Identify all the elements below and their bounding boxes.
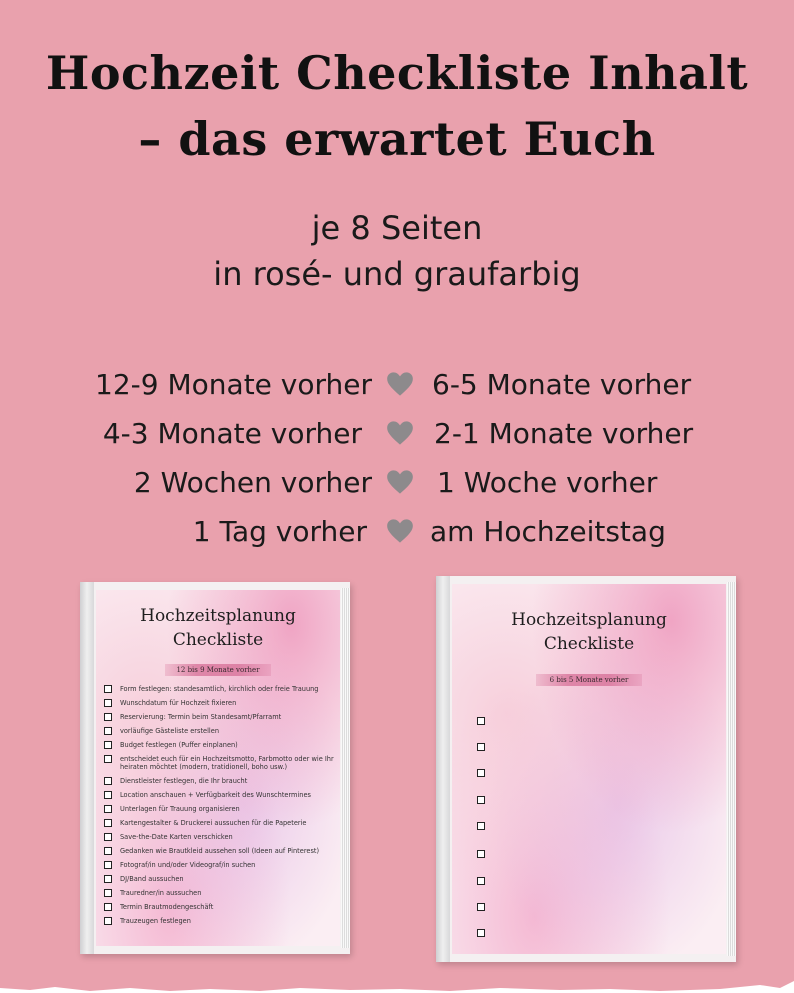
timeline-right: 2-1 Monate vorher: [434, 417, 694, 450]
item-label: Dienstleister festlegen, die Ihr braucht: [120, 777, 248, 785]
checklist-item: [104, 875, 336, 883]
checkbox-icon[interactable]: [477, 743, 485, 751]
item-label: Budget festlegen (Puffer einplanen): [120, 741, 238, 749]
checkbox-icon[interactable]: [104, 741, 112, 749]
checkbox-icon[interactable]: [104, 819, 112, 827]
book-spine: [80, 582, 94, 954]
checklist-item: [104, 889, 336, 897]
timeline-left: 4-3 Monate vorher: [102, 417, 362, 450]
book-page-edge: [341, 588, 350, 948]
book-title-line-1: Hochzeitsplanung: [511, 610, 667, 630]
checklist-book-right: [436, 576, 736, 962]
item-label: Form festlegen: standesamtlich, kirchlich oder freie Trauung: [120, 685, 319, 693]
timeline-left: 2 Wochen vorher: [133, 466, 372, 499]
heart-icon: [386, 469, 414, 495]
title-line-1: Hochzeit Checkliste Inhalt: [45, 46, 749, 100]
timeline-right: am Hochzeitstag: [430, 515, 666, 548]
checklist-page: [452, 584, 726, 954]
item-label: entscheidet euch für ein Hochzeitsmotto, Farbmotto oder wie Ihr heiraten möchtet (modern, tratidionell, boho usw.): [120, 755, 334, 771]
checklist-item: [104, 847, 336, 855]
timeline-list: [0, 360, 794, 556]
checkbox-icon[interactable]: [104, 875, 112, 883]
timeline-left: 1 Tag vorher: [192, 515, 367, 548]
checklist-items: [104, 685, 336, 931]
checkbox-icon[interactable]: [104, 833, 112, 841]
timeline-row: [0, 507, 794, 556]
checklist-book-left: [80, 582, 350, 954]
torn-paper-edge: [0, 979, 794, 993]
checklist-item: [104, 917, 336, 925]
checklist-item: [104, 903, 336, 911]
checklist-item: [104, 685, 336, 693]
item-label: Fotograf/in und/oder Videograf/in suchen: [120, 861, 256, 869]
item-label: Trauredner/in aussuchen: [120, 889, 202, 897]
item-label: Location anschauen + Verfügbarkeit des Wunschtermines: [120, 791, 311, 799]
book-spine: [436, 576, 450, 962]
checklist-item: [104, 713, 336, 721]
checklist-item: [104, 755, 336, 771]
book-title: [452, 608, 726, 656]
timeline-row: [0, 409, 794, 458]
book-title-line-2: Checkliste: [543, 634, 635, 654]
subtitle-line-2: in rosé- und graufarbig: [213, 255, 581, 293]
checkbox-icon[interactable]: [104, 917, 112, 925]
checkbox-icon[interactable]: [104, 685, 112, 693]
item-label: Trauzeugen festlegen: [120, 917, 191, 925]
timeline-row: [0, 360, 794, 409]
timeline-right: 6-5 Monate vorher: [432, 368, 692, 401]
item-label: Save-the-Date Karten verschicken: [120, 833, 233, 841]
checkbox-icon[interactable]: [477, 929, 485, 937]
checklist-item: [104, 727, 336, 735]
checkbox-icon[interactable]: [104, 699, 112, 707]
item-label: Wunschdatum für Hochzeit fixieren: [120, 699, 237, 707]
timeline-row: [0, 458, 794, 507]
item-label: vorläufige Gästeliste erstellen: [120, 727, 219, 735]
book-title: [96, 604, 340, 652]
item-label: Termin Brautmodengeschäft: [120, 903, 214, 911]
checkbox-icon[interactable]: [477, 850, 485, 858]
period-badge: 6 bis 5 Monate vorher: [536, 674, 642, 686]
book-title-line-1: Hochzeitsplanung: [140, 606, 296, 626]
checkbox-icon[interactable]: [104, 861, 112, 869]
checkbox-icon[interactable]: [477, 769, 485, 777]
checkbox-icon[interactable]: [477, 717, 485, 725]
checklist-item: [104, 805, 336, 813]
book-title-line-2: Checkliste: [172, 630, 264, 650]
checkbox-icon[interactable]: [104, 791, 112, 799]
checkbox-icon[interactable]: [477, 877, 485, 885]
checkbox-icon[interactable]: [104, 889, 112, 897]
item-label: Kartengestalter & Druckerei aussuchen für die Papeterie: [120, 819, 307, 827]
checklist-item: [104, 833, 336, 841]
heart-icon: [386, 371, 414, 397]
checkbox-icon[interactable]: [477, 822, 485, 830]
title-line-2: – das erwartet Euch: [138, 112, 656, 166]
checkbox-icon[interactable]: [104, 903, 112, 911]
heart-icon: [386, 518, 414, 544]
checkbox-icon[interactable]: [104, 777, 112, 785]
period-badge: 12 bis 9 Monate vorher: [165, 664, 271, 676]
checkbox-icon[interactable]: [104, 755, 112, 763]
timeline-left: 12-9 Monate vorher: [95, 368, 372, 401]
checkbox-icon[interactable]: [104, 805, 112, 813]
checkbox-icon[interactable]: [104, 847, 112, 855]
item-label: Unterlagen für Trauung organisieren: [120, 805, 240, 813]
subtitle: [0, 205, 794, 297]
subtitle-line-1: je 8 Seiten: [311, 209, 483, 247]
checklist-item: [104, 819, 336, 827]
book-page-edge: [727, 582, 736, 956]
checkbox-icon[interactable]: [477, 796, 485, 804]
heart-icon: [386, 420, 414, 446]
checklist-item: [104, 791, 336, 799]
checklist-page: [96, 590, 340, 946]
timeline-right: 1 Woche vorher: [437, 466, 658, 499]
checkbox-icon[interactable]: [104, 727, 112, 735]
checklist-item: [104, 699, 336, 707]
checkbox-icon[interactable]: [477, 903, 485, 911]
checklist-item: [104, 861, 336, 869]
checklist-item: [104, 741, 336, 749]
page-title: [0, 40, 794, 172]
checklist-item: [104, 777, 336, 785]
item-label: DJ/Band aussuchen: [120, 875, 184, 883]
item-label: Reservierung: Termin beim Standesamt/Pfarramt: [120, 713, 282, 721]
item-label: Gedanken wie Brautkleid aussehen soll (Ideen auf Pinterest): [120, 847, 320, 855]
checkbox-icon[interactable]: [104, 713, 112, 721]
